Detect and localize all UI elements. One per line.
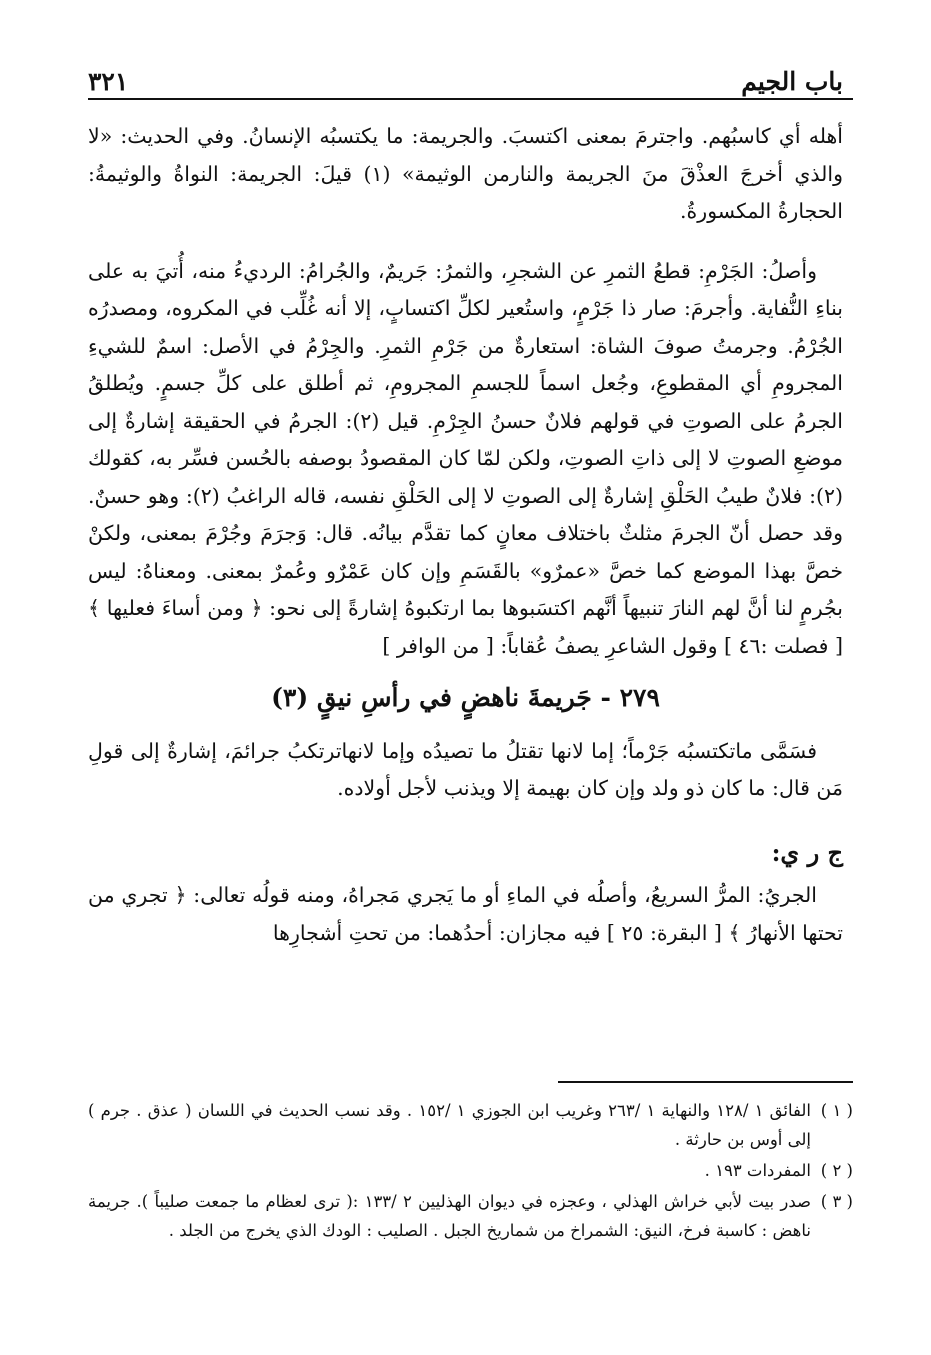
page-number: ٣٢١ bbox=[88, 67, 129, 96]
footnote-text: المفردات ١٩٣ . bbox=[704, 1161, 811, 1180]
footnote-2 bbox=[88, 1156, 853, 1185]
footnote-rule bbox=[558, 1081, 853, 1083]
page-header bbox=[88, 56, 843, 96]
root-heading: ج ر ي: bbox=[771, 837, 843, 867]
main-text bbox=[88, 118, 843, 952]
paragraph-4: الجريُ: المرُّ السريعُ، وأصلُه في الماءِ أو ما يَجري مَجراهُ، ومنه قولُه تعالى: ﴿ تجري من تحتها الأنهارُ ﴾ [ البقرة: ٢٥ ] فيه مجازان: أحدُهما: من تحتِ أشجارِها bbox=[88, 883, 843, 945]
paragraph-2: وأصلُ: الجَرْمِ: قطعُ الثمرِ عن الشجرِ، والثمرُ: جَريمٌ، والجُرامُ: الرديءُ منه، أُتيَ به على بناءِ النُّفاية. وأجرمَ: صار ذا جَرْمٍ، واستُعير لكلِّ اكتسابٍ، إلا أنه غُلِّب في المكروه، ومصدرُه الجُرْمُ. وجرمتُ صوفَ الشاة: استعارةٌ من جَرْمِ الثمرِ. والجِرْمُ في الأصل: اسمٌ للشيءِ المجرومِ أي المقطوعِ، وجُعل اسماً للجسمِ المجرومِ، ثم أطلق على كلِّ جسمٍ. ويُطلقُ الجرمُ على الصوتِ في قولهم فلانٌ حسنُ الجِرْمِ. قيل (٢): الجرمُ في الحقيقة إشارةٌ إلى موضعِ الصوتِ لا إلى ذاتِ الصوتِ، ولكن لمّا كان المقصودُ بوصفه بالحُسن فسِّر به، كقولك (٢): فلانٌ طيبُ الحَلْقِ إشارةٌ إلى الصوتِ لا إلى الحَلْقِ نفسه، قاله الراغبُ (٢): وهو حسنٌ. وقد حصل أنّ الجرمَ مثلثٌ باختلاف معانٍ كما تقدَّم بيانُه. قال: وَجرَمَ وجُرْمَ بمعنى، ولكنْ خصَّ بهذا الموضع كما خصَّ «عمرٌو» بالقَسَمِ وإن كان عَمْرٌو وعُمرٌ بمعنى. ومعناهُ: ليس بجُرمٍ لنا أنَّ لهم النارَ تنبيهاً أنَّهم اكتسَبوها بما ارتكبوهُ إشارةً إلى نحو: ﴿ ومن أساءَ فعليها ﴾ [ فصلت :٤٦ ] وقول الشاعرِ يصفُ عُقاباً: [ من الوافر ] bbox=[88, 258, 843, 658]
footnotes bbox=[88, 1096, 853, 1247]
footnote-number: ( ٣ ) bbox=[820, 1192, 853, 1211]
verse-line: ٢٧٩ - جَريمةَ ناهضٍ في رأسِ نيقٍ (٣) bbox=[271, 683, 660, 712]
footnote-number: ( ١ ) bbox=[820, 1101, 853, 1120]
footnote-text: صدر بيت لأبي خراش الهذلي ، وعجزه في ديوان الهذليين ٢ /١٣٣ :( ترى لعظام ما جمعت صليباً ). جريمة ناهض : كاسبة فرخ، النيق: الشمراخ من شماريخ الجبل . الصليب : الودك الذي يخرج من الجلد . bbox=[88, 1192, 811, 1240]
footnote-text: الفائق ١ /١٢٨ والنهاية ١ /٢٦٣ وغريب ابن الجوزي ١ /١٥٢ . وقد نسب الحديث في اللسان ( عذق . جرم ) إلى أوس بن حارثة . bbox=[88, 1101, 811, 1149]
paragraph-3: فسَمَّى ماتكتسبُه جَرْماً؛ إما لانها تقتلُ ما تصيدُه وإما لانهاترتكبُ جرائمَ، إشارةٌ إلى قولِ مَن قال: ما كان ذو ولد وإن كان بهيمة إلا ويذنب لأجل أولاده. bbox=[88, 738, 843, 800]
paragraph-1: أهله أي كاسبُهم. واجترمَ بمعنى اكتسبَ. والجريمة: ما يكتسبُه الإنسانُ. وفي الحديث: «لا والذي أخرجَ العذْقَ منَ الجريمة والنارمن الوثيمة» (١) قيلَ: الجريمة: النواةُ والوثيمةُ: الحجارةُ المكسورةُ. bbox=[88, 124, 844, 223]
footnote-3 bbox=[88, 1187, 853, 1245]
footnote-number: ( ٢ ) bbox=[820, 1161, 853, 1180]
footnote-1 bbox=[88, 1096, 853, 1154]
header-rule bbox=[88, 98, 853, 100]
chapter-title: باب الجيم bbox=[741, 67, 843, 96]
